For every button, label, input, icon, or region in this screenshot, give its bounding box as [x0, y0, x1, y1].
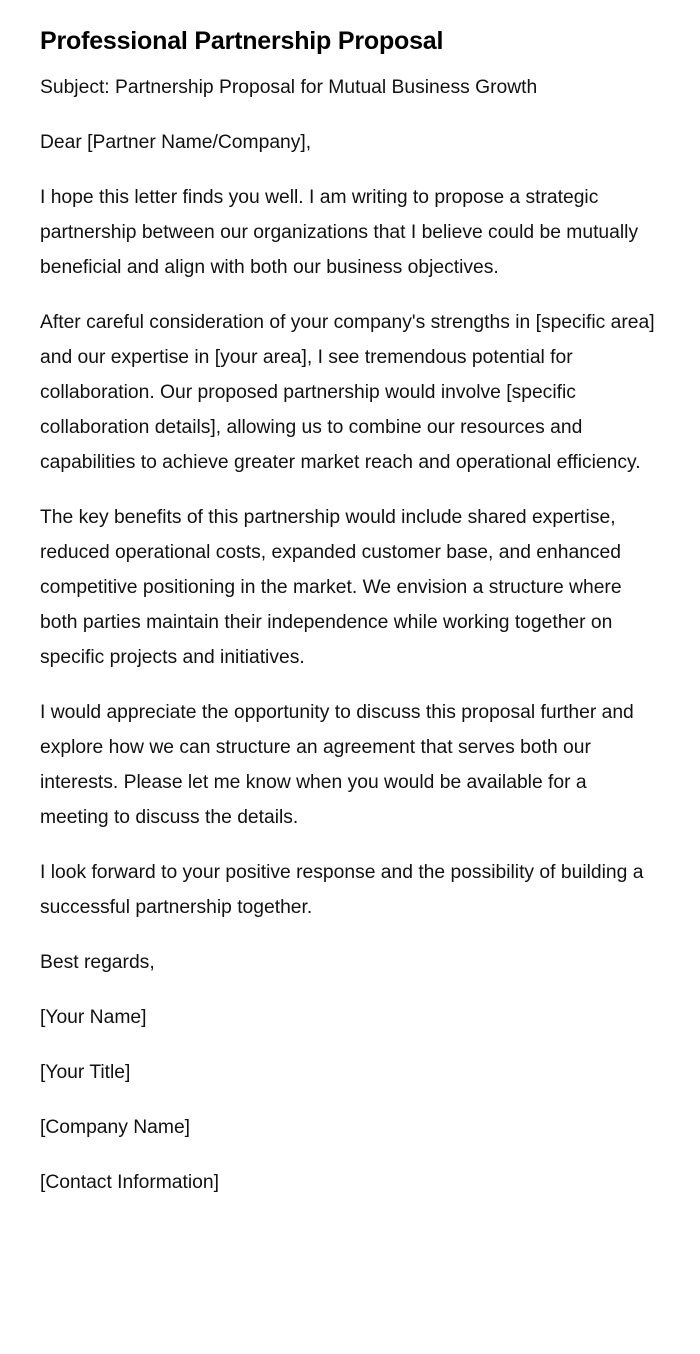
signature-contact: [Contact Information] [40, 1172, 219, 1193]
body-paragraph: I would appreciate the opportunity to discuss this proposal further and explore how we can structure an agreement that serves both our interests. Please let me know when you would be available for a meeting to discuss the details. [40, 702, 634, 828]
signature-title: [Your Title] [40, 1062, 131, 1083]
subject-line: Subject: Partnership Proposal for Mutual Business Growth [40, 77, 538, 98]
document-title: Professional Partnership Proposal [40, 27, 444, 55]
body-paragraph: I look forward to your positive response and the possibility of building a successful partnership together. [40, 862, 644, 918]
closing: Best regards, [40, 952, 155, 973]
salutation: Dear [Partner Name/Company], [40, 132, 312, 153]
signature-company: [Company Name] [40, 1117, 191, 1138]
body-paragraph: I hope this letter finds you well. I am writing to propose a strategic partnership between our organizations that I believe could be mutually beneficial and align with both our business objectives. [40, 187, 639, 278]
body-paragraph: After careful consideration of your company's strengths in [specific area] and our expertise in [your area], I see tremendous potential for collaboration. Our proposed partnership would involve [specific collaboration details], allowing us to combine our resources and capabilities to achieve greater market reach and operational efficiency. [40, 312, 655, 473]
body-paragraph: The key benefits of this partnership would include shared expertise, reduced operational costs, expanded customer base, and enhanced competitive positioning in the market. We envision a structure where both parties maintain their independence while working together on specific projects and initiatives. [40, 507, 622, 668]
signature-name: [Your Name] [40, 1007, 147, 1028]
